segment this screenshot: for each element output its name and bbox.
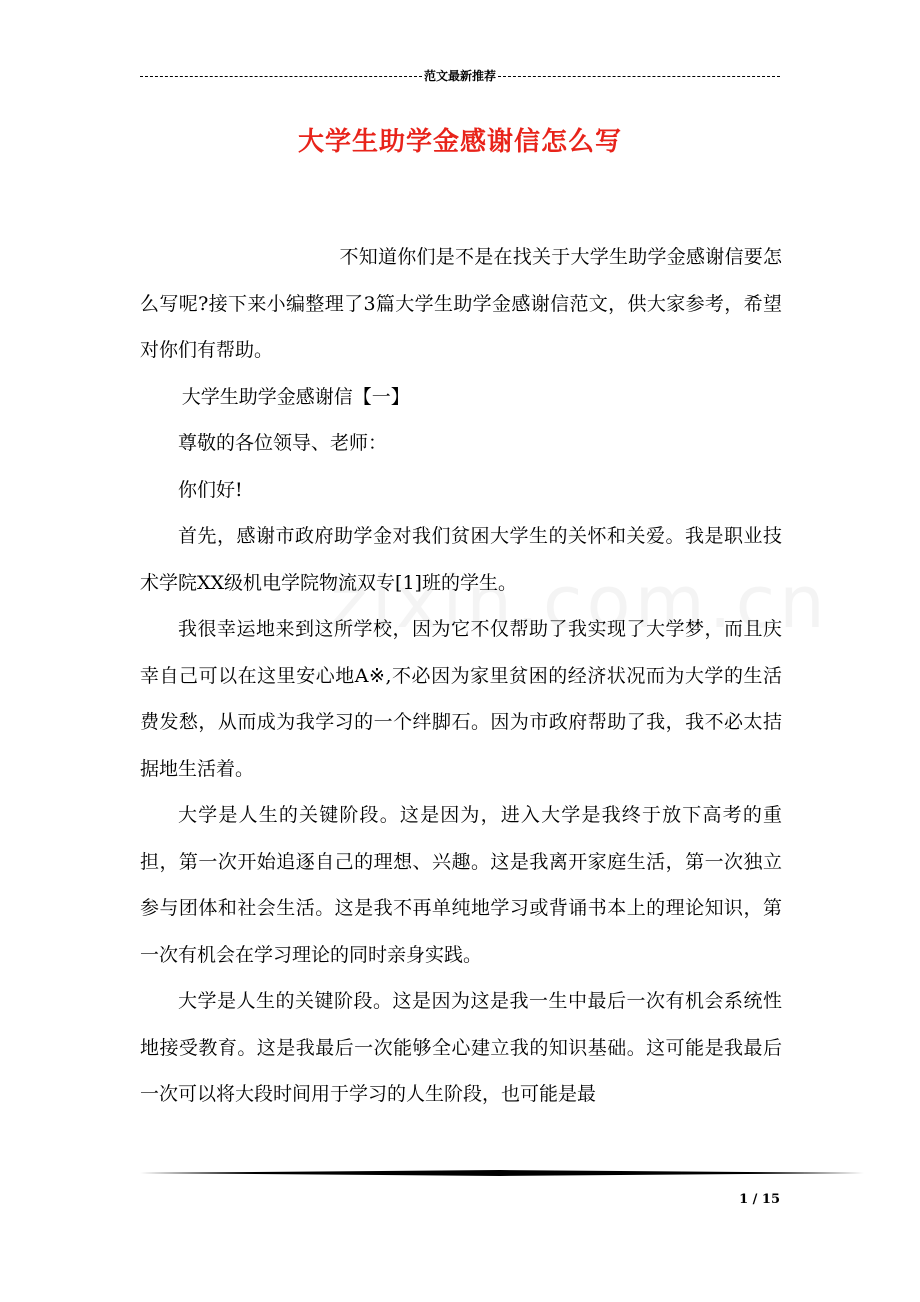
header-dash-right (498, 76, 780, 77)
body-paragraph: 大学是人生的关键阶段。这是因为，进入大学是我终于放下高考的重担，第一次开始追逐自己的理想、兴趣。这是我离开家庭生活，第一次独立参与团体和社会生活。这是我不再单纯地学习或背诵书本上的理论知识，第一次有机会在学习理论的同时亲身实践。 (140, 804, 782, 966)
document-body (140, 234, 782, 1118)
section-heading: 大学生助学金感谢信【一】 (181, 385, 410, 408)
greeting: 你们好! (178, 478, 243, 501)
salutation: 尊敬的各位领导、老师： (178, 432, 388, 454)
footer-rule (140, 1168, 864, 1178)
header-dash-left (140, 76, 422, 77)
page-header (140, 66, 780, 86)
body-paragraph: 我很幸运地来到这所学校，因为它不仅帮助了我实现了大学梦，而且庆幸自己可以在这里安心地A※,不必因为家里贫困的经济状况而为大学的生活费发愁，从而成为我学习的一个绊脚石。因为市政府帮助了我，我不必太拮据地生活着。 (140, 618, 782, 780)
document-title: 大学生助学金感谢信怎么写 (297, 127, 622, 157)
page-number: 1 / 15 (739, 1192, 780, 1207)
header-label: 范文最新推荐 (424, 69, 497, 83)
body-paragraph: 大学是人生的关键阶段。这是因为这是我一生中最后一次有机会系统性地接受教育。这是我最后一次能够全心建立我的知识基础。这可能是我最后一次可以将大段时间用于学习的人生阶段，也可能是最 (140, 990, 782, 1105)
body-paragraph: 首先，感谢市政府助学金对我们贫困大学生的关怀和关爱。我是职业技术学院XX级机电学院物流双专[1]班的学生。 (140, 525, 782, 594)
intro-paragraph: 不知道你们是不是在找关于大学生助学金感谢信要怎么写呢?接下来小编整理了3篇大学生助学金感谢信范文，供大家参考，希望对你们有帮助。 (140, 246, 782, 361)
